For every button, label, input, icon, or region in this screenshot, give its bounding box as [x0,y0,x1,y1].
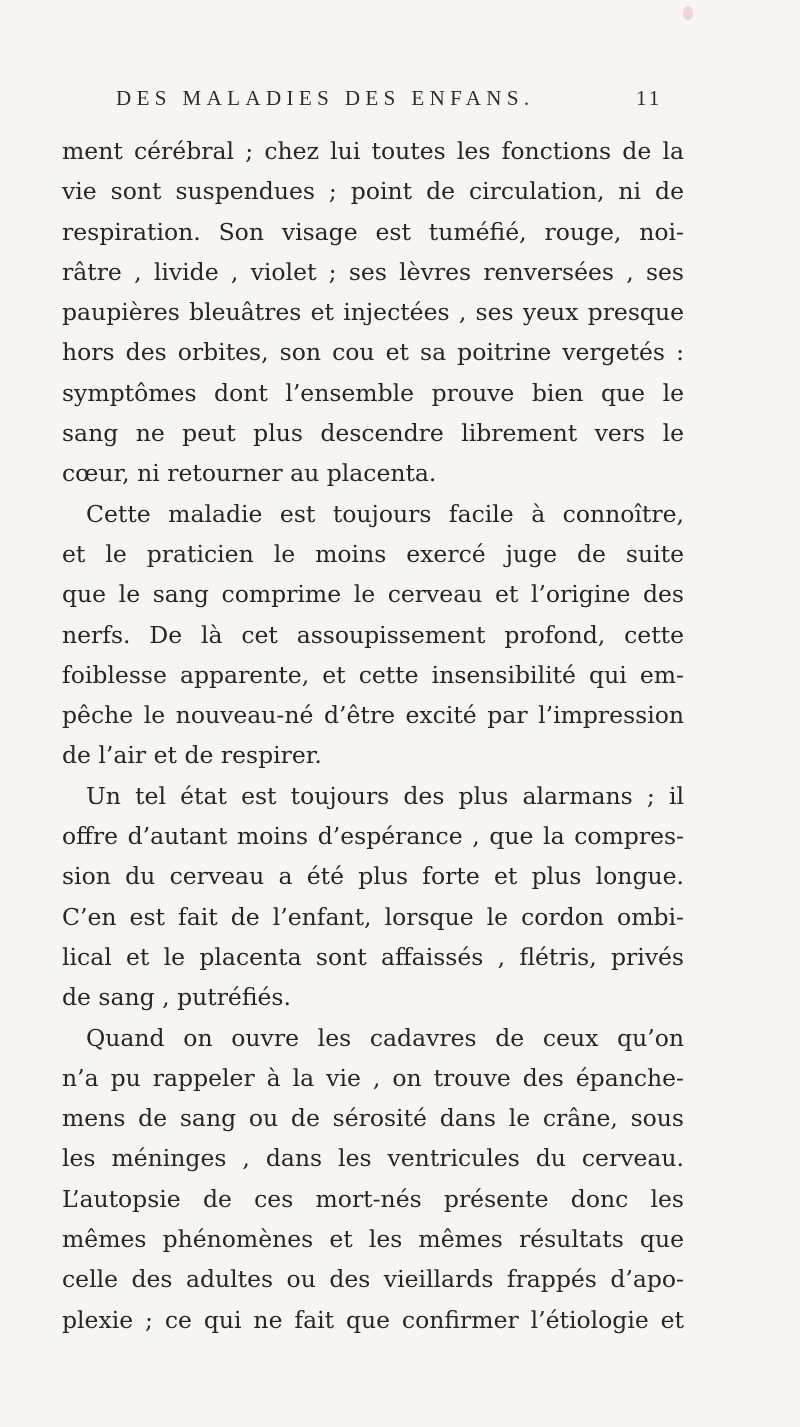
text-line: plexie ; ce qui ne fait que confirmer l’étiologie et [62,1305,684,1334]
text-line: L’autopsie de ces mort-nés présente donc les [62,1184,684,1213]
text-line: C’en est fait de l’enfant, lorsque le cordon ombi- [62,902,684,931]
text-line: nerfs. De là cet assoupissement profond, cette [62,620,684,649]
running-title: DES MALADIES DES ENFANS. [116,86,535,110]
text-line: vie sont suspendues ; point de circulation, ni de [62,177,684,206]
text-line: mens de sang ou de sérosité dans le crâne, sous [62,1104,684,1133]
text-line: et le praticien le moins exercé juge de suite [62,539,684,568]
text-line: foiblesse apparente, et cette insensibilité qui em- [62,660,684,689]
text-line: sang ne peut plus descendre librement vers le [62,419,684,448]
text-line: ment cérébral ; chez lui toutes les fonctions de la [62,137,684,165]
text-line: hors des orbites, son cou et sa poitrine vergetés : [62,338,684,367]
body-text [62,131,684,1340]
text-line: n’a pu rappeler à la vie , on trouve des épanche- [62,1063,684,1092]
text-line: symptômes dont l’ensemble prouve bien que le [62,378,684,407]
text-line: respiration. Son visage est tuméfié, rouge, noi- [62,217,684,246]
text-line: Un tel état est toujours des plus alarmans ; il [86,781,684,810]
text-line: Quand on ouvre les cadavres de ceux qu’on [86,1023,684,1052]
text-line: Cette maladie est toujours facile à connoître, [86,499,684,528]
text-line: paupières bleuâtres et injectées , ses yeux presque [62,298,684,327]
paper-stain [683,6,693,20]
text-line: pêche le nouveau-né d’être excité par l’impression [62,701,684,730]
page-number: 11 [636,86,663,110]
text-line: celle des adultes ou des vieillards frappés d’apo- [62,1265,684,1294]
text-line: lical et le placenta sont affaissés , flétris, privés [62,942,684,971]
text-line: que le sang comprime le cerveau et l’origine des [62,580,684,609]
text-line: les méninges , dans les ventricules du cerveau. [62,1144,684,1173]
text-line: de l’air et de respirer. [62,741,322,770]
text-line: offre d’autant moins d’espérance , que la compres- [62,822,684,851]
text-line: mêmes phénomènes et les mêmes résultats que [62,1225,684,1254]
text-line: cœur, ni retourner au placenta. [62,459,437,488]
text-line: râtre , livide , violet ; ses lèvres renversées , ses [62,257,684,286]
text-line: de sang , putréfiés. [62,983,291,1012]
text-line: sion du cerveau a été plus forte et plus longue. [62,862,684,891]
